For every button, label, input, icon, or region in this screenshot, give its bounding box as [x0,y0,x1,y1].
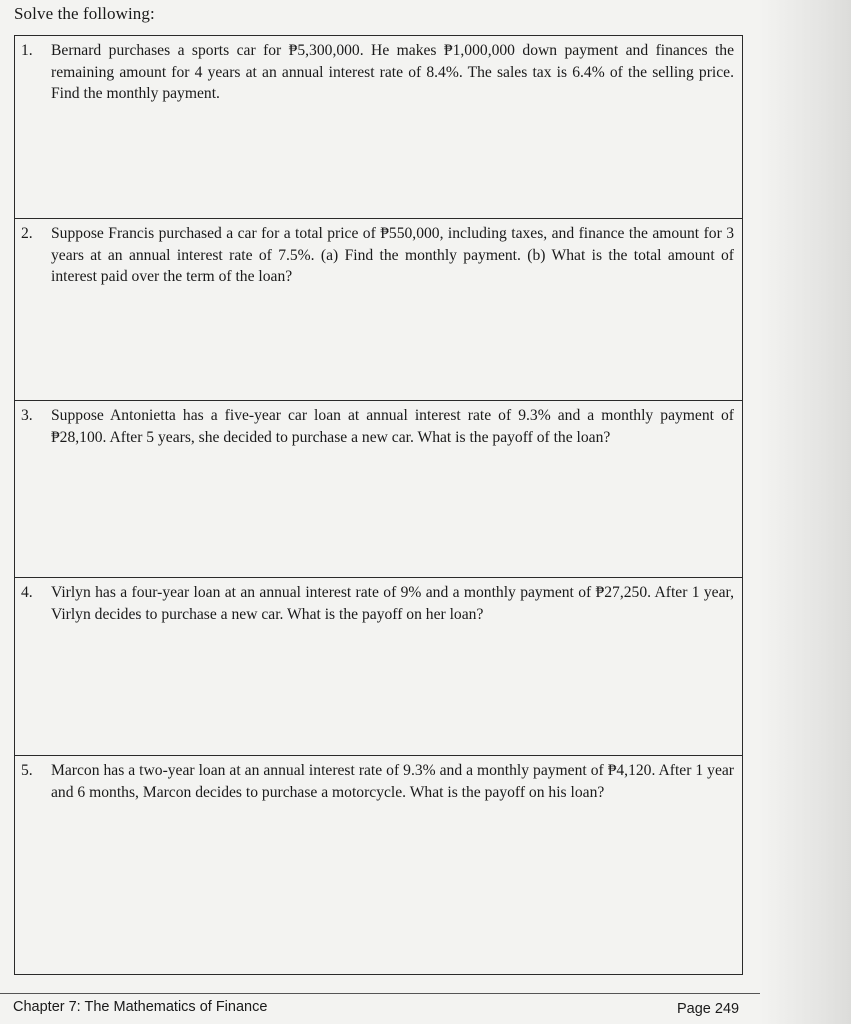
page-edge-shadow [761,0,851,1024]
problem-number: 2. [21,225,33,242]
problem-row-2 [15,218,742,400]
footer-divider [0,993,760,994]
problem-text: Virlyn has a four-year loan at an annual interest rate of 9% and a monthly payment of ₱27,250. After 1 year, Virlyn decides to purchase a new car. What is the payoff on her loan? [51,584,734,623]
problem-number: 1. [21,42,33,59]
chapter-title: Chapter 7: The Mathematics of Finance [13,999,268,1015]
page-number: Page 249 [677,1001,740,1017]
problem-number: 4. [21,584,33,601]
problem-row-4 [15,577,742,755]
problem-row-5 [15,755,742,974]
problem-text: Suppose Antonietta has a five-year car loan at annual interest rate of 9.3% and a monthly payment of ₱28,100. After 5 years, she decided to purchase a new car. What is the payoff of the loan? [51,407,734,446]
problem-text: Bernard purchases a sports car for ₱5,300,000. He makes ₱1,000,000 down payment and finances the remaining amount for 4 years at an annual interest rate of 8.4%. The sales tax is 6.4% of the selling price. Find the monthly payment. [51,42,734,102]
problem-number: 5. [21,762,33,779]
problem-number: 3. [21,407,33,424]
instructions-heading: Solve the following: [14,4,155,23]
problem-row-1 [15,36,742,218]
problem-row-3 [15,400,742,577]
problem-text: Marcon has a two-year loan at an annual interest rate of 9.3% and a monthly payment of ₱4,120. After 1 year and 6 months, Marcon decides to purchase a motorcycle. What is the payoff on his loan? [51,762,734,801]
problems-table [14,35,743,975]
problem-text: Suppose Francis purchased a car for a total price of ₱550,000, including taxes, and finance the amount for 3 years at an annual interest rate of 7.5%. (a) Find the monthly payment. (b) What is the total amount of interest paid over the term of the loan? [51,225,734,285]
